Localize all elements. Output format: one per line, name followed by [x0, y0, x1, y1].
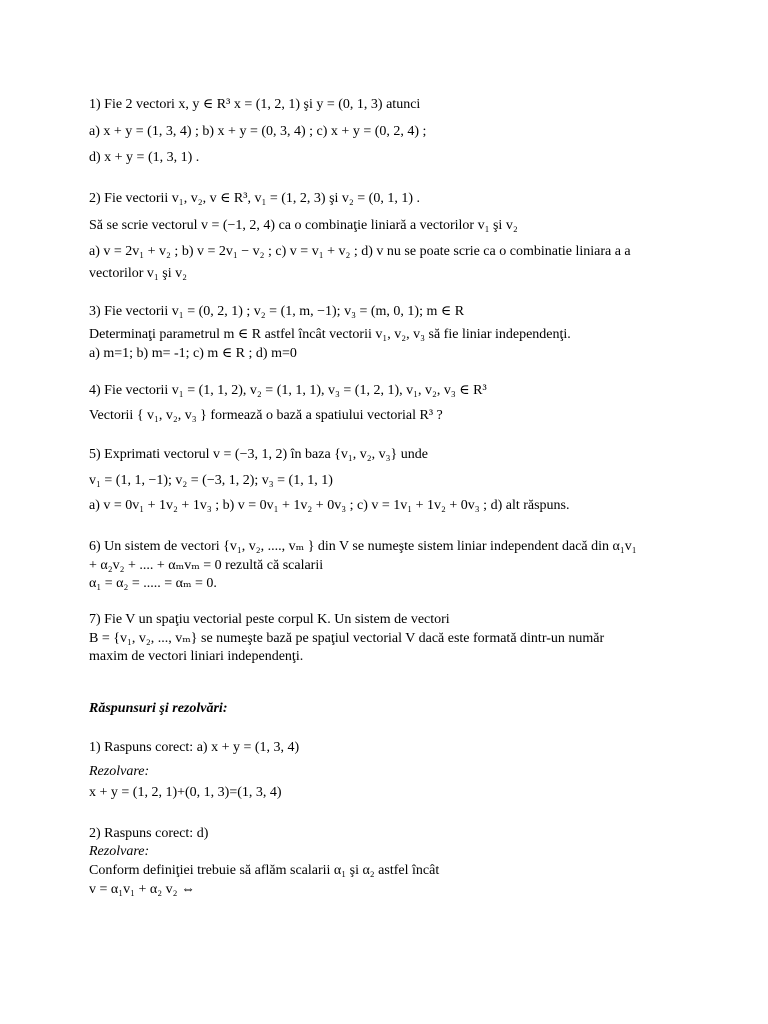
answer-2-equation: v = α₁v₁ + α₂ v₂ ⇔: [89, 882, 195, 897]
problem-3-question: Determinaţi parametrul m ∈ R astfel încât vectorii v₁, v₂, v₃ să fie liniar independenţi.: [89, 327, 571, 342]
problem-6-line-3: α₁ = α₂ = ..... = αₘ = 0.: [89, 576, 217, 591]
problem-5-statement: 5) Exprimati vectorul v = (−3, 1, 2) în baza {v₁, v₂, v₃} unde: [89, 447, 428, 462]
answer-1-correct: 1) Raspuns corect: a) x + y = (1, 3, 4): [89, 740, 300, 755]
problem-5-basis: v₁ = (1, 1, −1); v₂ = (−3, 1, 2); v₃ = (1, 1, 1): [89, 473, 333, 488]
problem-6-line-2: + α₂v₂ + .... + αₘvₘ = 0 rezultă că scalarii: [89, 558, 324, 573]
answer-1-resolution: x + y = (1, 2, 1)+(0, 1, 3)=(1, 3, 4): [89, 785, 282, 800]
problem-1-option-d: d) x + y = (1, 3, 1) .: [89, 150, 200, 165]
problem-1-statement: 1) Fie 2 vectori x, y ∈ R³ x = (1, 2, 1) şi y = (0, 1, 3) atunci: [89, 97, 421, 112]
answer-1-resolution-label: Rezolvare:: [89, 764, 150, 779]
problem-3-statement: 3) Fie vectorii v₁ = (0, 2, 1) ; v₂ = (1, m, −1); v₃ = (m, 0, 1); m ∈ R: [89, 304, 465, 319]
problem-3-options: a) m=1; b) m= -1; c) m ∈ R ; d) m=0: [89, 346, 297, 361]
problem-5-options: a) v = 0v₁ + 1v₂ + 1v₃ ; b) v = 0v₁ + 1v₂ + 0v₃ ; c) v = 1v₁ + 1v₂ + 0v₃ ; d) alt răspuns.: [89, 498, 570, 513]
answer-2-correct: 2) Raspuns corect: d): [89, 826, 209, 841]
problem-1-options: a) x + y = (1, 3, 4) ; b) x + y = (0, 3, 4) ; c) x + y = (0, 2, 4) ;: [89, 124, 427, 139]
problem-4-statement: 4) Fie vectorii v₁ = (1, 1, 2), v₂ = (1, 1, 1), v₃ = (1, 2, 1), v₁, v₂, v₃ ∈ R³: [89, 383, 487, 398]
answer-2-resolution-label: Rezolvare:: [89, 844, 150, 859]
problem-7-line-3: maxim de vectori liniari independenţi.: [89, 649, 304, 664]
problem-2-options: a) v = 2v₁ + v₂ ; b) v = 2v₁ − v₂ ; c) v = v₁ + v₂ ; d) v nu se poate scrie ca o combinatie liniara a a: [89, 244, 631, 259]
answers-heading: Răspunsuri şi rezolvări:: [89, 701, 228, 716]
problem-2-question: Să se scrie vectorul v = (−1, 2, 4) ca o combinaţie liniară a vectorilor v₁ şi v₂: [89, 218, 518, 233]
problem-2-statement: 2) Fie vectorii v₁, v₂, v ∈ R³, v₁ = (1, 2, 3) şi v₂ = (0, 1, 1) .: [89, 191, 421, 206]
problem-4-question: Vectorii { v₁, v₂, v₃ } formează o bază a spatiului vectorial R³ ?: [89, 408, 443, 423]
problem-7-line-1: 7) Fie V un spaţiu vectorial peste corpul K. Un sistem de vectori: [89, 612, 450, 627]
answer-2-resolution-text: Conform definiţiei trebuie să aflăm scalarii α₁ şi α₂ astfel încât: [89, 863, 440, 878]
problem-6-line-1: 6) Un sistem de vectori {v₁, v₂, ...., vₘ } din V se numeşte sistem liniar independent dacă din α₁v₁: [89, 539, 637, 554]
problem-7-line-2: B = {v₁, v₂, ..., vₘ} se numeşte bază pe spaţiul vectorial V dacă este formată dintr-un număr: [89, 631, 605, 646]
problem-2-options-cont: vectorilor v₁ şi v₂: [89, 266, 188, 281]
